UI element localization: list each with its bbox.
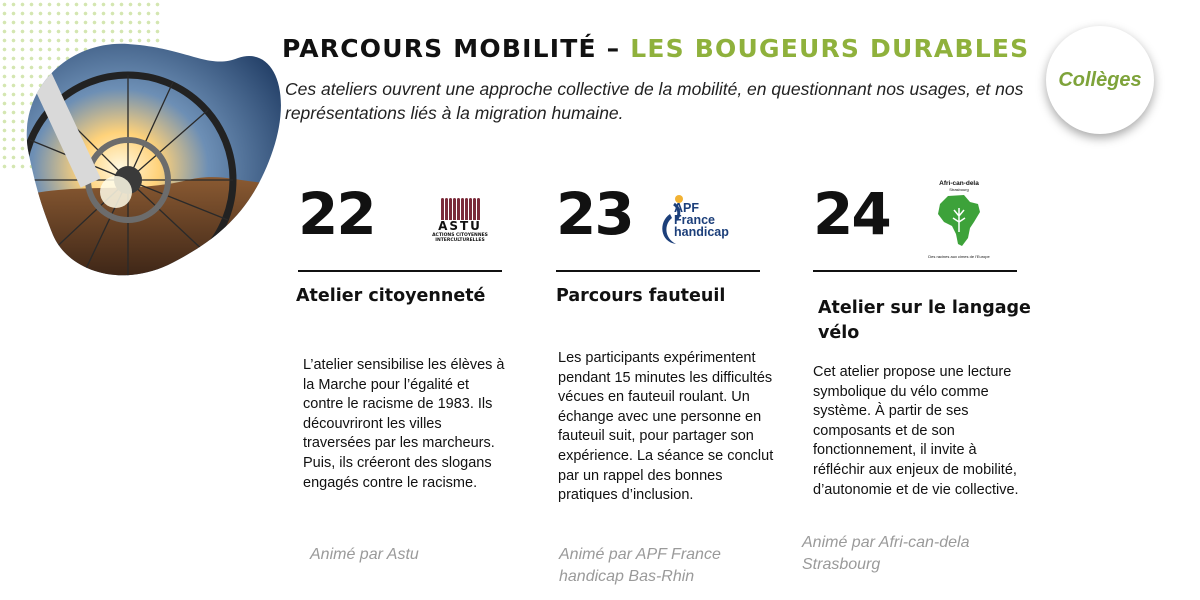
credit-line: Animé par Afri-can-dela <box>802 534 970 551</box>
workshop-credit <box>559 544 721 588</box>
workshop-title: Parcours fauteuil <box>556 286 726 306</box>
description-line: par un rappel des bonnes <box>558 467 723 484</box>
description-line: réfléchir aux enjeux de mobilité, <box>813 461 1017 478</box>
divider <box>813 270 1017 272</box>
description-line: traversées par les marcheurs. <box>303 435 495 452</box>
description-line: composants et de son <box>813 422 955 439</box>
description-line: contre le racisme de 1983. Ils <box>303 396 493 413</box>
workshop-number: 22 <box>298 180 375 248</box>
credit-line: Strasbourg <box>802 556 881 573</box>
workshop-credit <box>310 544 419 566</box>
title-line: Atelier sur le langage <box>818 298 1031 318</box>
afri-logo-city: Strasbourg <box>949 187 969 192</box>
apf-logo-line: APF <box>674 201 699 215</box>
afri-can-dela-logo <box>928 180 990 258</box>
astu-logo <box>432 194 488 250</box>
description-line: engagés contre le racisme. <box>303 474 478 491</box>
afri-logo-name: Afri-can-dela <box>939 180 979 187</box>
title-main: PARCOURS MOBILITÉ – <box>282 34 631 63</box>
title-highlight: LES BOUGEURS DURABLES <box>630 34 1030 63</box>
workshop-description <box>303 356 505 493</box>
intro-line-1: Ces ateliers ouvrent une approche collective de la mobilité, en questionnant nos usages, et nos <box>285 79 1024 99</box>
description-line: expérience. La séance se conclut <box>558 447 774 464</box>
title-line: vélo <box>818 323 860 343</box>
intro-text <box>285 77 1025 125</box>
description-line: symbolique du vélo comme <box>813 383 989 400</box>
description-line: découvriront les villes <box>303 415 442 432</box>
astu-logo-sub2: INTERCULTURELLES <box>435 238 485 243</box>
workshop-number: 24 <box>813 180 890 248</box>
credit-line: handicap Bas-Rhin <box>559 568 695 585</box>
intro-line-2: représentations liés à la migration humaine. <box>285 103 624 123</box>
afri-logo-tagline: Des racines aux cimes de l'Europe <box>928 254 990 259</box>
description-line: pendant 15 minutes les difficultés <box>558 369 773 386</box>
astu-logo-sub1: ACTIONS CITOYENNES <box>432 233 488 238</box>
astu-logo-word: ASTU <box>438 219 482 233</box>
apf-logo-line: handicap <box>674 225 729 239</box>
apf-logo-line: France <box>674 213 715 227</box>
credit-line: Animé par APF France <box>559 546 721 563</box>
description-line: Puis, ils créeront des slogans <box>303 454 492 471</box>
page-title <box>282 34 1029 63</box>
description-line: fauteuil suit, pour partager son <box>558 428 754 445</box>
description-line: Les participants expérimentent <box>558 350 756 366</box>
workshop-description <box>558 349 773 506</box>
description-line: échange avec une personne en <box>558 408 762 425</box>
bicycle-wheel-photo <box>8 30 288 280</box>
description-line: système. À partir de ses <box>813 403 969 420</box>
apf-france-handicap-logo <box>656 192 752 248</box>
credit-line: Animé par Astu <box>310 546 419 563</box>
description-line: vécues en fauteuil roulant. Un <box>558 389 750 406</box>
workshop-title <box>818 296 1031 346</box>
description-line: L’atelier sensibilise les élèves à <box>303 357 505 373</box>
audience-badge: Collèges <box>1046 26 1154 134</box>
astu-figures-icon <box>432 194 488 220</box>
apf-logo-text <box>674 202 729 238</box>
workshop-credit <box>802 532 969 576</box>
description-line: la Marche pour l’égalité et <box>303 376 470 393</box>
workshop-number: 23 <box>556 180 633 248</box>
workshop-description <box>813 363 1019 500</box>
divider <box>556 270 760 272</box>
description-line: d’autonomie et de vie collective. <box>813 481 1019 498</box>
description-line: fonctionnement, il invite à <box>813 442 977 459</box>
description-line: pratiques d’inclusion. <box>558 487 694 504</box>
divider <box>298 270 502 272</box>
description-line: Cet atelier propose une lecture <box>813 364 1012 380</box>
africa-map-icon <box>934 192 984 250</box>
workshop-title: Atelier citoyenneté <box>296 286 486 306</box>
